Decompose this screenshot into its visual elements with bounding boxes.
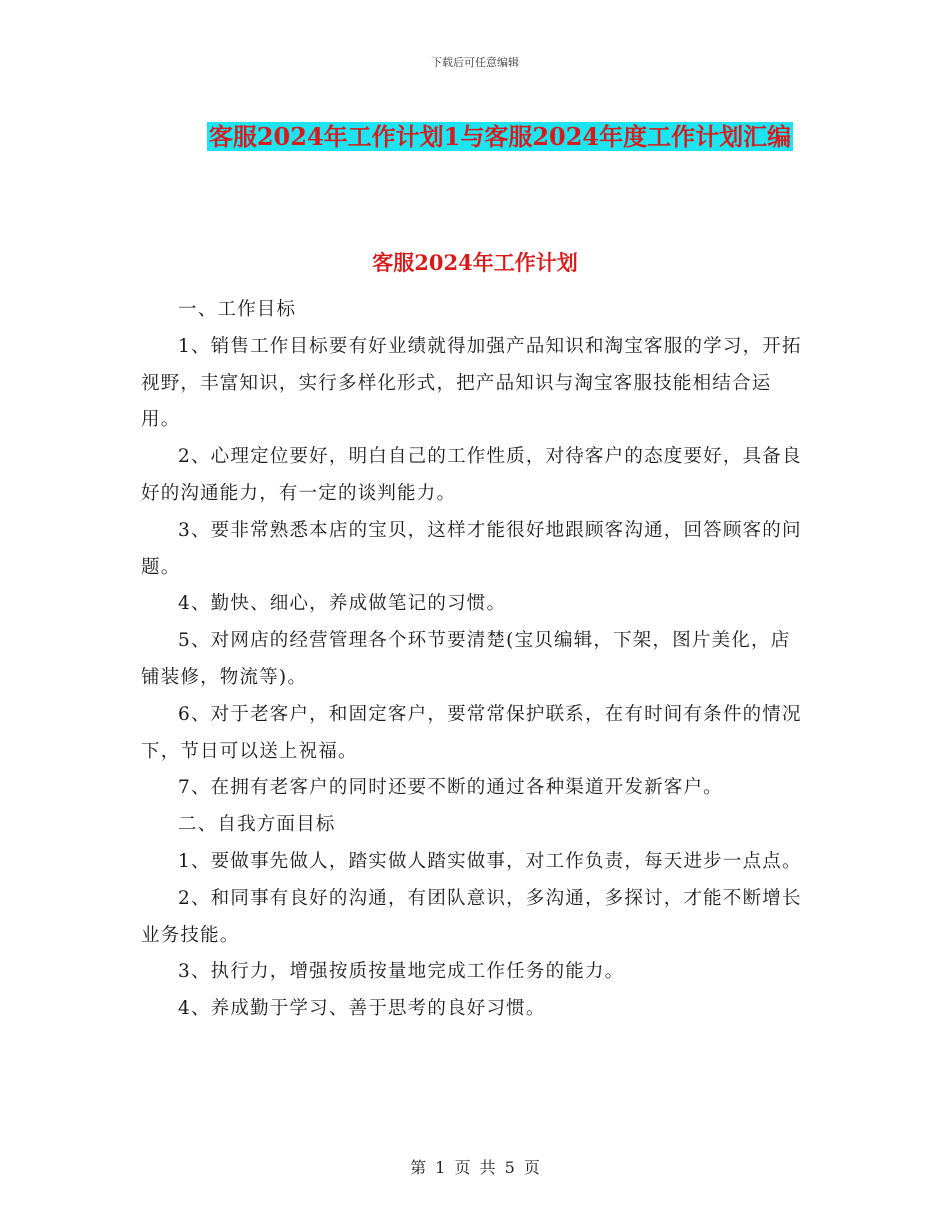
document-title [140,113,860,161]
paragraph: 5、对网店的经营管理各个环节要清楚(宝贝编辑，下架，图片美化，店铺装修，物流等)。 [141,630,791,688]
document-title-text: 客服2024年工作计划1与客服2024年度工作计划汇编 [208,122,792,151]
paragraph: 1、销售工作目标要有好业绩就得加强产品知识和淘宝客服的学习，开拓视野，丰富知识，实行多样化形式，把产品知识与淘宝客服技能相结合运用。 [141,335,802,431]
section-title: 客服2024年工作计划 [372,250,578,275]
paragraph: 3、要非常熟悉本店的宝贝，这样才能很好地跟顾客沟通，回答顾客的问题。 [141,519,802,578]
page-footer: 第 1 页 共 5 页 [410,1158,540,1177]
paragraph: 7、在拥有老客户的同时还要不断的通过各种渠道开发新客户。 [178,777,723,799]
paragraph: 一、工作目标 [178,299,297,320]
paragraph: 二、自我方面目标 [178,814,336,836]
paragraph: 4、勤快、细心，养成做笔记的习惯。 [178,593,507,615]
paragraph: 1、要做事先做人，踏实做人踏实做事，对工作负责，每天进步一点点。 [178,850,802,872]
paragraph: 6、对于老客户，和固定客户，要常常保护联系，在有时间有条件的情况下，节日可以送上祝福。 [141,703,802,762]
paragraph: 2、和同事有良好的沟通，有团队意识，多沟通，多探讨，才能不断增长业务技能。 [141,887,802,946]
header-note: 下载后可任意编辑 [431,56,519,69]
paragraph: 2、心理定位要好，明白自己的工作性质，对待客户的态度要好，具备良好的沟通能力，有一定的谈判能力。 [141,446,802,504]
body-text [141,292,809,1028]
paragraph: 4、养成勤于学习、善于思考的良好习惯。 [178,998,546,1020]
paragraph: 3、执行力，增强按质按量地完成工作任务的能力。 [178,961,625,983]
